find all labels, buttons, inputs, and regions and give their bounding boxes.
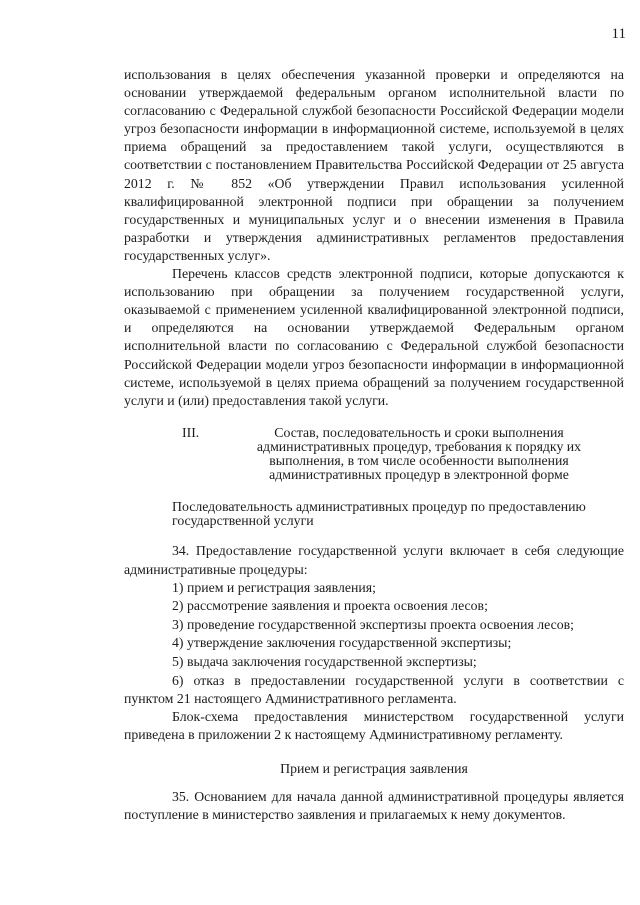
list-item: 3) проведение государственной экспертизы проекта освоения лесов; (172, 616, 574, 632)
page-number: 11 (611, 26, 626, 42)
list-item: 2) рассмотрение заявления и проекта освоения лесов; (172, 598, 488, 614)
paragraph-34-intro: 34. Предоставление государственной услуги включает в себя следующие административные процедуры: (124, 543, 624, 577)
paragraph-signature-classes: Перечень классов средств электронной подписи, которые допускаются к использованию при обращении за получением государственной услуги, оказываемой с применением усиленной квалифицированной электронной подписи, и определяются на основании утверждаемой Федеральным органом исполнительной власти по согласованию с Федеральной службой безопасности Российской Федерации модели угроз безопасности информации в информационной системе, используемой в целях приема обращений за получением государственной услуги и (или) предоставления такой услуги. (124, 266, 624, 408)
list-item: 1) прием и регистрация заявления; (172, 579, 376, 595)
list-item: 6) отказ в предоставлении государственной услуги в соответствии с пунктом 21 настоящего Административного регламента. (124, 672, 624, 706)
paragraph-signature-rules: использования в целях обеспечения указанной проверки и определяются на основании утверждаемой федеральным органом исполнительной власти по согласованию с Федеральной службой безопасности Российской Федерации модели угроз безопасности информации в информационной системе, используемой в целях приема обращений за предоставлением такой услуги, осуществляются в соответствии с постановлением Правительства Российской Федерации от 25 августа 2012 г. № 852 «Об утверждении Правил использования усиленной квалифицированной электронной подписи при обращении за получением государственных и муниципальных услуг и о внесении изменения в Правила разработки и утверждения административных регламентов предоставления государственных услуг». (124, 67, 624, 263)
reception-heading: Прием и регистрация заявления (280, 760, 468, 776)
section-number: III. (182, 424, 200, 440)
paragraph-block-scheme: Блок-схема предоставления министерством государственной услуги приведена в приложении 2 к настоящему Административному регламенту. (124, 708, 624, 742)
section-heading (124, 426, 624, 483)
document-body (124, 66, 624, 824)
list-item: 5) выдача заключения государственной экспертизы; (172, 653, 477, 669)
section-title: Состав, последовательность и сроки выполнения административных процедур, требования к порядку их выполнения, в том числе особенности выполнения административных процедур в электронной форме (256, 424, 582, 483)
procedures-subheading: Последовательность административных процедур по предоставлению государственной услуги (172, 498, 586, 528)
paragraph-35: 35. Основанием для начала данной административной процедуры является поступление в министерство заявления и прилагаемых к нему документов. (124, 788, 624, 823)
list-item: 4) утверждение заключения государственной экспертизы; (172, 635, 512, 651)
